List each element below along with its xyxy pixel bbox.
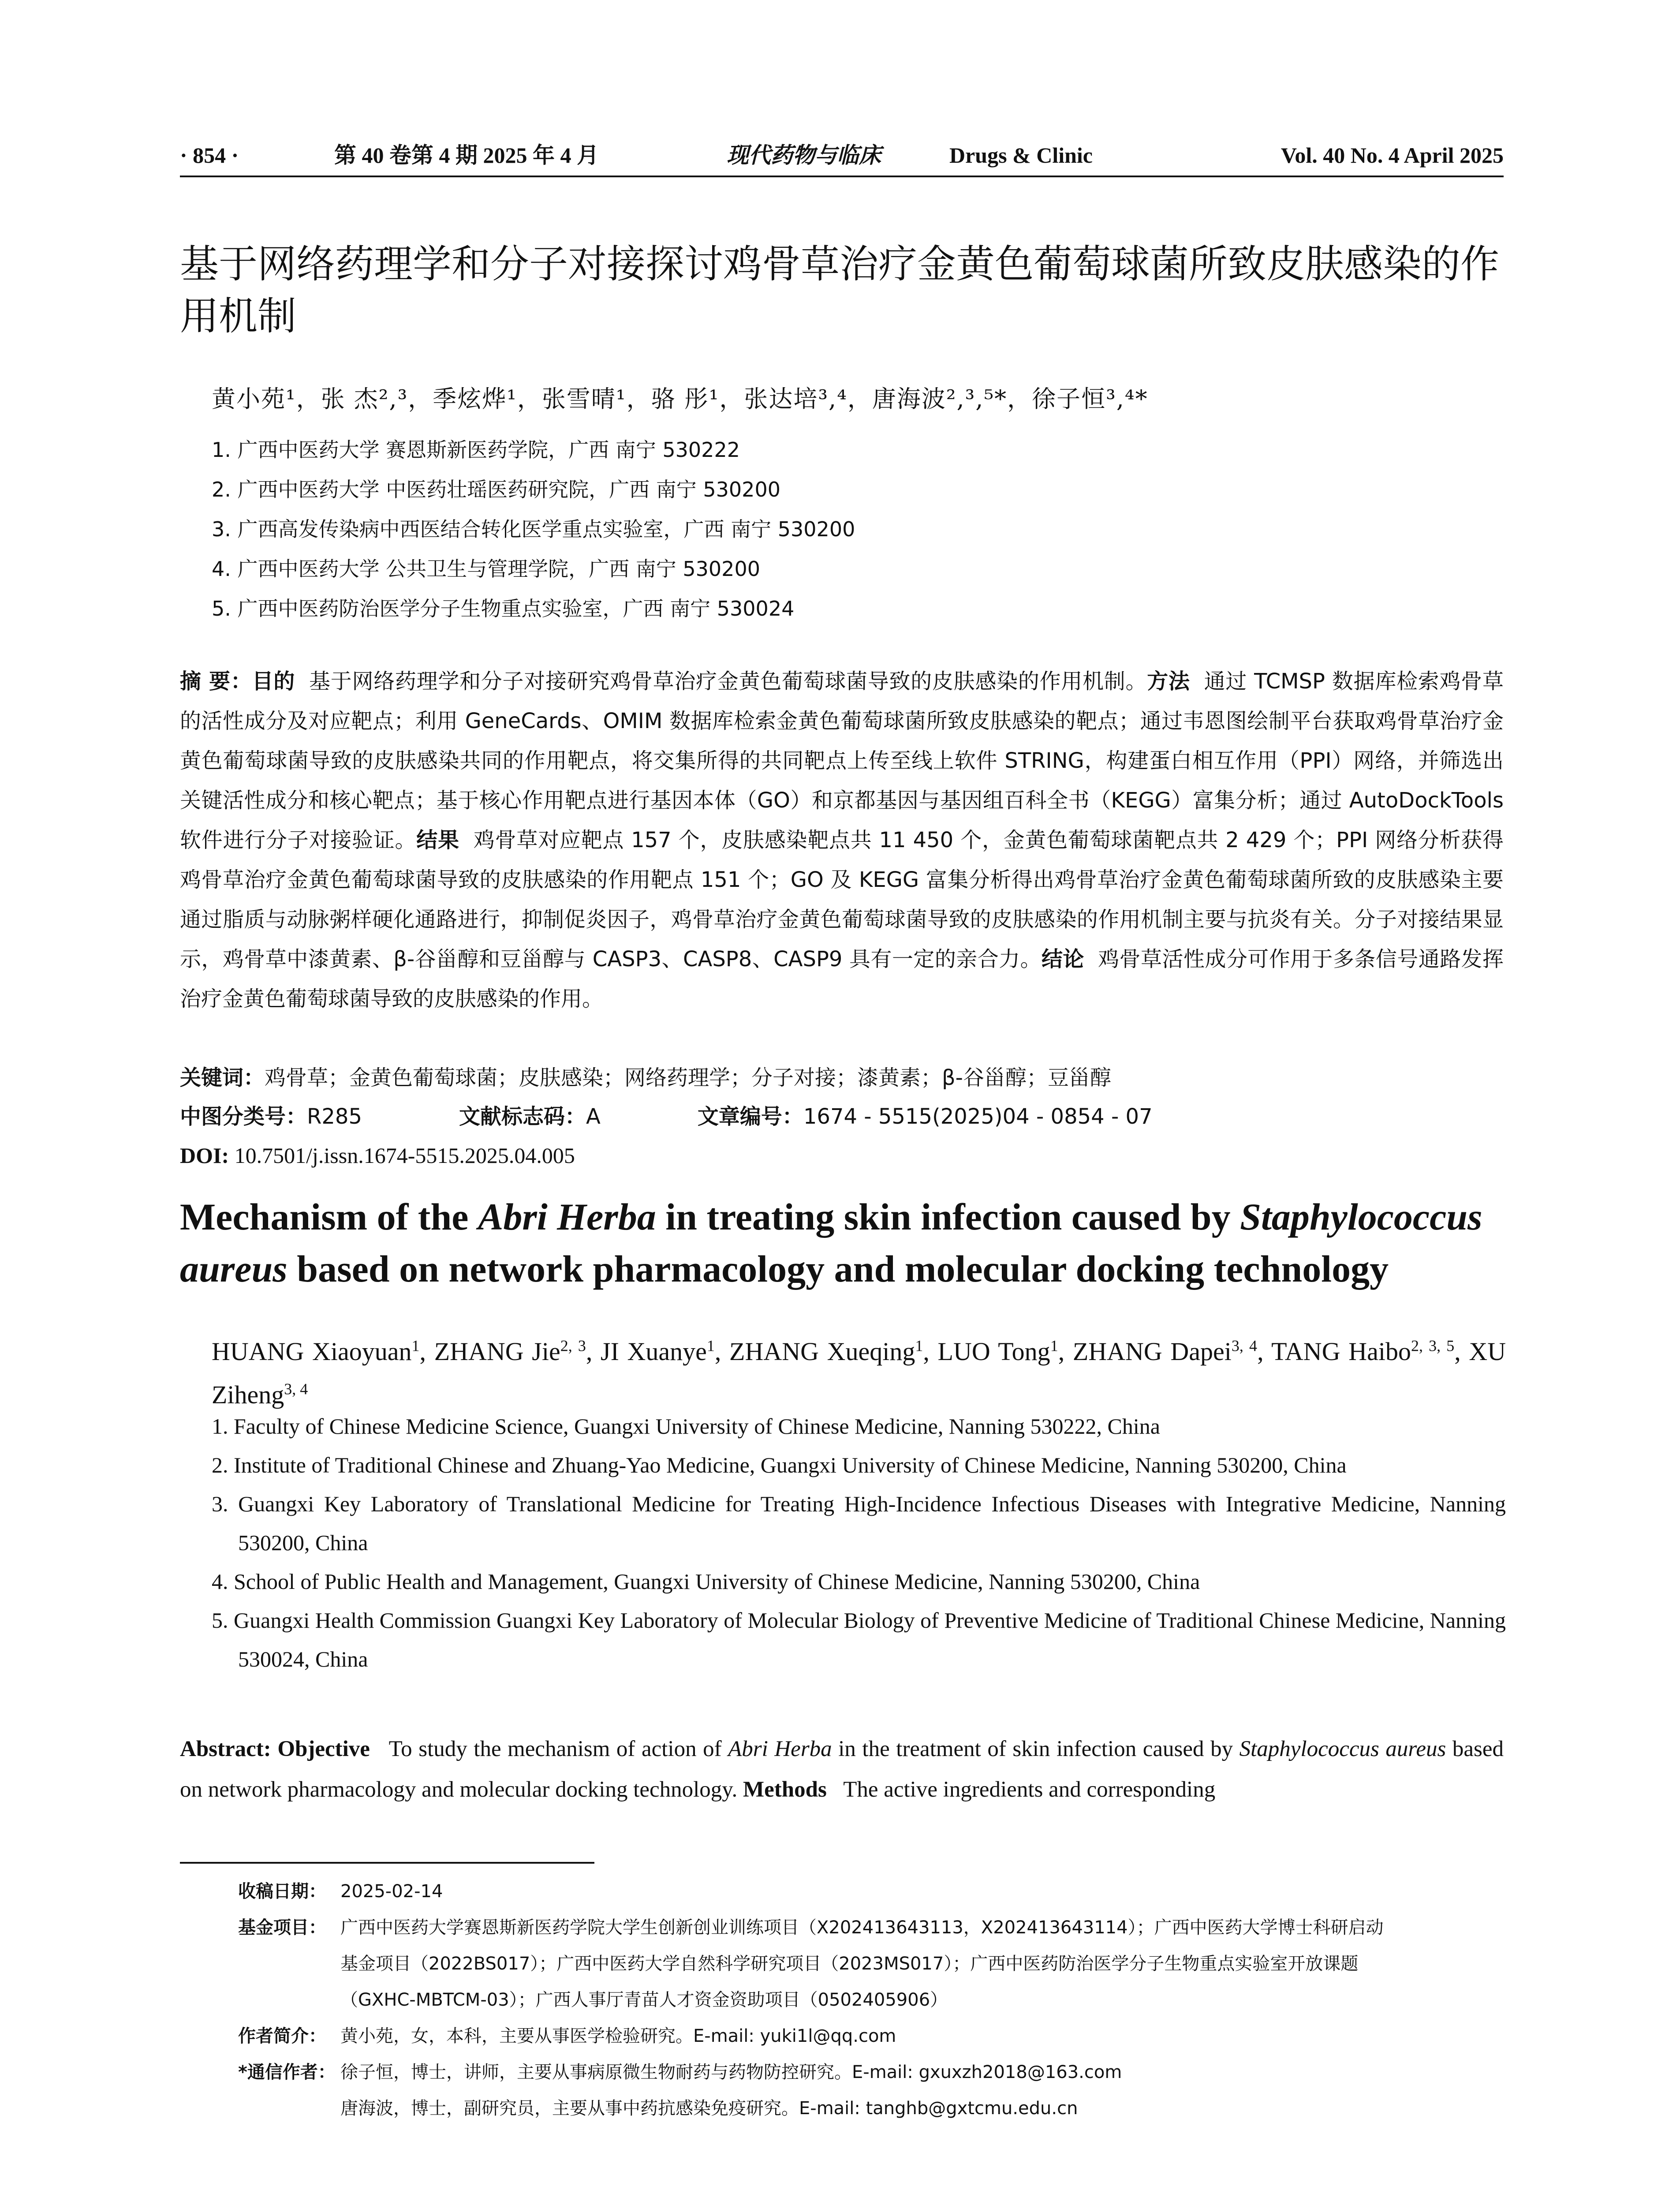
article-no-value: 1674 - 5515(2025)04 - 0854 - 07 bbox=[803, 1104, 1153, 1129]
author-en: XU Ziheng$^{3, 4}$ bbox=[212, 1337, 1506, 1409]
article-title-zh: 基于网络药理学和分子对接探讨鸡骨草治疗金黄色葡萄球菌所致皮肤感染的作用机制 bbox=[180, 241, 1500, 339]
author-en: LUO Tong$^1$, bbox=[937, 1337, 1073, 1366]
affiliation-zh: 1. 广西中医药大学 赛恩斯新医药学院，广西 南宁 530222 bbox=[212, 438, 740, 462]
volume-issue-zh: 第 40 卷第 4 期 2025 年 4 月 bbox=[334, 143, 599, 168]
corr-line: 唐海波，博士，副研究员，主要从事中药抗感染免疫研究。E-mail: tanghb@gxtcmu.edu.cn bbox=[340, 2098, 1078, 2119]
article-no-label: 文章编号： bbox=[697, 1104, 803, 1129]
volume-issue-en: Vol. 40 No. 4 April 2025 bbox=[1281, 143, 1504, 168]
doc-code-label: 文献标志码： bbox=[459, 1104, 586, 1129]
authors-zh: 黄小苑¹，张 杰²,³，季炫烨¹，张雪晴¹，骆 彤¹，张达培³,⁴，唐海波²,³,⁵*，徐子恒³,⁴* bbox=[212, 385, 1148, 413]
abstract-label-zh: 摘 要： bbox=[180, 669, 252, 694]
received-value: 2025-02-14 bbox=[340, 1881, 443, 1902]
title-en-italic: Staphylococcus aureus bbox=[180, 1196, 1482, 1290]
title-en-part: in treating skin infection caused by bbox=[656, 1196, 1240, 1238]
conclusion-text-zh: 鸡骨草活性成分可作用于多条信号通路发挥治疗金黄色葡萄球菌导致的皮肤感染的作用。 bbox=[180, 947, 1504, 1011]
objective-text-zh: 基于网络药理学和分子对接研究鸡骨草治疗金黄色葡萄球菌导致的皮肤感染的作用机制。 bbox=[309, 669, 1147, 694]
abstract-en-text: in the treatment of skin infection caused by bbox=[832, 1737, 1239, 1761]
author-en: TANG Haibo$^{2, 3, 5}$, bbox=[1271, 1337, 1469, 1366]
fund-label: 基金项目： bbox=[238, 1917, 326, 1938]
affiliation-zh: 3. 广西高发传染病中西医结合转化医学重点实验室，广西 南宁 530200 bbox=[212, 517, 855, 541]
received-label: 收稿日期： bbox=[238, 1881, 326, 1902]
authors-en bbox=[212, 1327, 1506, 1413]
header-rule bbox=[180, 176, 1504, 177]
author-en: ZHANG Jie$^{2, 3}$, bbox=[434, 1337, 601, 1366]
keywords-zh bbox=[180, 1058, 1504, 1097]
page-number: · 854 · bbox=[180, 143, 239, 168]
journal-name-en: Drugs & Clinic bbox=[949, 143, 1093, 168]
methods-label-en: Methods bbox=[743, 1777, 827, 1802]
objective-label-zh: 目的 bbox=[252, 669, 295, 694]
doc-code-value: A bbox=[586, 1104, 601, 1129]
fund-line: 广西中医药大学赛恩斯新医药学院大学生创新创业训练项目（X202413643113，X202413643114）；广西中医药大学博士科研启动 bbox=[340, 1917, 1384, 1938]
results-text-zh: 鸡骨草对应靶点 157 个，皮肤感染靶点共 11 450 个，金黄色葡萄球菌靶点共 2 429 个；PPI 网络分析获得鸡骨草治疗金黄色葡萄球菌导致的皮肤感染的作用靶点 151 个；GO 及 KEGG 富集分析得出鸡骨草治疗金黄色葡萄球菌所致的皮肤感染主要通过脂质与动脉粥样硬化通路进行，抑制促炎因子，鸡骨草治疗金黄色葡萄球菌导致的皮肤感染的作用机制主要与抗炎有关。分子对接结果显示，鸡骨草中漆黄素、β-谷甾醇和豆甾醇与 CASP3、CASP8、CASP9 具有一定的亲合力。 bbox=[180, 828, 1504, 972]
author-en: ZHANG Xueqing$^1$, bbox=[729, 1337, 938, 1366]
classification-line bbox=[180, 1097, 1504, 1136]
abstract-en-italic: Abri Herba bbox=[728, 1737, 832, 1761]
article-title-en bbox=[180, 1191, 1507, 1295]
methods-text-zh: 通过 TCMSP 数据库检索鸡骨草的活性成分及对应靶点；利用 GeneCards、OMIM 数据库检索金黄色葡萄球菌所致皮肤感染的靶点；通过韦恩图绘制平台获取鸡骨草治疗金黄色葡萄球菌导致的皮肤感染共同的作用靶点，将交集所得的共同靶点上传至线上软件 STRING，构建蛋白相互作用（PPI）网络，并筛选出关键活性成分和核心靶点；基于核心作用靶点进行基因本体（GO）和京都基因与基因组百科全书（KEGG）富集分析；通过 AutoDockTools 软件进行分子对接验证。 bbox=[180, 669, 1504, 852]
journal-name-zh: 现代药物与临床 bbox=[727, 142, 881, 168]
affiliation-en: 2. Institute of Traditional Chinese and Zhuang-Yao Medicine, Guangxi University of Chinese Medicine, Nanning 530200, China bbox=[212, 1453, 1347, 1477]
abstract-en-italic: Staphylococcus aureus bbox=[1239, 1737, 1446, 1761]
received-date bbox=[238, 1873, 1504, 1910]
keywords-label: 关键词： bbox=[180, 1065, 265, 1090]
bio-label: 作者简介： bbox=[238, 2026, 326, 2046]
doi-line bbox=[180, 1136, 1504, 1175]
title-en-part: based on network pharmacology and molecular docking technology bbox=[287, 1248, 1389, 1290]
bio-text: 黄小苑，女，本科，主要从事医学检验研究。E-mail: yuki1l@qq.com bbox=[340, 2026, 896, 2046]
corresponding-author bbox=[238, 2054, 1504, 2127]
title-en-italic: Abri Herba bbox=[478, 1196, 656, 1238]
affiliation-en: 4. School of Public Health and Management, Guangxi University of Chinese Medicine, Nanning 530200, China bbox=[212, 1569, 1200, 1594]
doi-value[interactable]: 10.7501/j.issn.1674-5515.2025.04.005 bbox=[234, 1143, 575, 1168]
author-en: HUANG Xiaoyuan$^1$, bbox=[212, 1337, 434, 1366]
footnote-rule bbox=[180, 1862, 594, 1864]
fund-line: 基金项目（2022BS017）；广西中医药大学自然科学研究项目（2023MS017）；广西中医药防治医学分子生物重点实验室开放课题 bbox=[340, 1954, 1359, 1974]
affiliations-zh bbox=[212, 430, 1490, 628]
title-en-part: Mechanism of the bbox=[180, 1196, 478, 1238]
fund-project bbox=[238, 1910, 1504, 2018]
keywords-text: 鸡骨草；金黄色葡萄球菌；皮肤感染；网络药理学；分子对接；漆黄素；β-谷甾醇；豆甾醇 bbox=[265, 1065, 1111, 1090]
affiliation-zh: 5. 广西中医药防治医学分子生物重点实验室，广西 南宁 530024 bbox=[212, 597, 795, 620]
clc-value: R285 bbox=[307, 1104, 362, 1129]
running-header bbox=[180, 140, 1504, 170]
methods-label-zh: 方法 bbox=[1147, 669, 1190, 694]
abstract-en-text: The active ingredients and corresponding bbox=[843, 1777, 1216, 1802]
affiliations-en bbox=[212, 1407, 1506, 1678]
affiliation-zh: 2. 广西中医药大学 中医药壮瑶医药研究院，广西 南宁 530200 bbox=[212, 478, 780, 501]
author-en: JI Xuanye$^1$, bbox=[601, 1337, 730, 1366]
affiliation-en: 5. Guangxi Health Commission Guangxi Key Laboratory of Molecular Biology of Preventive Medicine of Traditional Chinese Medicine, Nanning 530024, China bbox=[212, 1608, 1506, 1671]
affiliation-zh: 4. 广西中医药大学 公共卫生与管理学院，广西 南宁 530200 bbox=[212, 557, 760, 581]
conclusion-label-zh: 结论 bbox=[1042, 947, 1084, 972]
abstract-en-text: To study the mechanism of action of bbox=[388, 1737, 728, 1761]
clc-label: 中图分类号： bbox=[180, 1104, 307, 1129]
results-label-zh: 结果 bbox=[416, 828, 459, 852]
corr-line: 徐子恒，博士，讲师，主要从事病原微生物耐药与药物防控研究。E-mail: gxuxzh2018@163.com bbox=[340, 2062, 1122, 2082]
footnotes bbox=[238, 1873, 1504, 2127]
author-en: ZHANG Dapei$^{3, 4}$, bbox=[1072, 1337, 1272, 1366]
author-bio bbox=[238, 2018, 1504, 2054]
abstract-zh bbox=[180, 662, 1504, 1019]
abstract-label-en: Abstract: bbox=[180, 1737, 271, 1761]
affiliation-en: 3. Guangxi Key Laboratory of Translational Medicine for Treating High-Incidence Infectious Diseases with Integrative Medicine, Nanning 530200, China bbox=[212, 1491, 1506, 1555]
fund-line: （GXHC-MBTCM-03）；广西人事厅青苗人才资金资助项目（0502405906） bbox=[340, 1990, 948, 2010]
doi-label: DOI: bbox=[180, 1143, 229, 1168]
corr-label: *通信作者： bbox=[238, 2062, 336, 2082]
abstract-en bbox=[180, 1729, 1504, 1810]
article-meta-zh bbox=[180, 1058, 1504, 1175]
abstract-en-text: based on network pharmacology and molecular docking technology. bbox=[180, 1737, 1504, 1802]
objective-label-en: Objective bbox=[277, 1737, 370, 1761]
affiliation-en: 1. Faculty of Chinese Medicine Science, Guangxi University of Chinese Medicine, Nanning 530222, China bbox=[212, 1414, 1160, 1439]
